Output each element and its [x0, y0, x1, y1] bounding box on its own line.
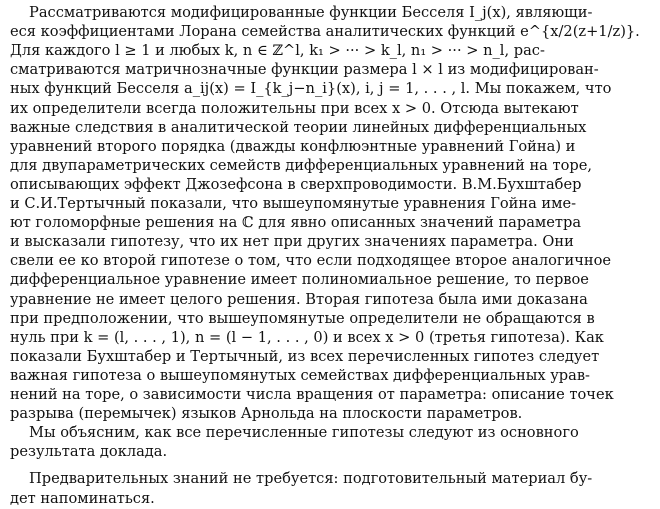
text-line: для двупараметрических семейств дифференциальных уравнений на торе, [10, 156, 593, 174]
text-line: разрыва (перемычек) языков Арнольда на плоскости параметров. [10, 405, 523, 423]
text-line: ют голоморфные решения на ℂ для явно описанных значений параметра [10, 214, 582, 232]
text-line: показали Бухштабер и Тертычный, из всех перечисленных гипотез следует [10, 347, 600, 365]
text-line: Для каждого l ≥ 1 и любых k, n ∈ ℤ^l, k₁ > ··· > k_l, n₁ > ··· > n_l, рас- [10, 42, 545, 60]
text-line: дифференциальное уравнение имеет полиномиальное решение, то первое [10, 271, 589, 289]
text-line: описывающих эффект Джозефсона в сверхпроводимости. В.М.Бухштабер [10, 175, 582, 193]
text-line: важная гипотеза о вышеупомянутых семействах дифференциальных урав- [10, 366, 590, 384]
text-line: уравнение не имеет целого решения. Вторая гипотеза была ими доказана [10, 290, 588, 308]
text-line: сматриваются матричнозначные функции размера l × l из модифицирован- [10, 61, 599, 79]
text-line: ных функций Бесселя a_ij(x) = I_{k_j−n_i}(x), i, j = 1, . . . , l. Мы покажем, что [10, 80, 612, 98]
text-line: их определители всегда положительны при всех x > 0. Отсюда вытекают [10, 99, 579, 117]
text-line: важные следствия в аналитической теории линейных дифференциальных [10, 118, 587, 136]
text-line: дет напоминаться. [10, 489, 155, 507]
text-line: нуль при k = (l, . . . , 1), n = (l − 1, . . . , 0) и всех x > 0 (третья гипотеза). Как [10, 328, 604, 346]
text-line: и С.И.Тертычный показали, что вышеупомянутые уравнения Гойна име- [10, 195, 577, 212]
text-line: Предварительных знаний не требуется: подготовительный материал бу- [29, 470, 593, 488]
text-line: Рассматриваются модифицированные функции Бесселя I_j(x), являющи- [29, 4, 593, 21]
text-line: свели ее ко второй гипотезе о том, что если подходящее второе аналогичное [10, 252, 612, 270]
text-line: при предположении, что вышеупомянутые определители не обращаются в [10, 309, 595, 327]
text-line: нений на торе, о зависимости числа вращения от параметра: описание точек [10, 386, 614, 403]
text-line: уравнений второго порядка (дважды конфлюэнтные уравнений Гойна) и [10, 137, 576, 155]
text-line: и высказали гипотезу, что их нет при других значениях параметра. Они [10, 233, 574, 251]
text-line: еся коэффициентами Лорана семейства аналитических функций e^{x/2(z+1/z)}. [10, 23, 640, 41]
text-line: результата доклада. [10, 443, 168, 461]
text-line: Мы объясним, как все перечисленные гипотезы следуют из основного [29, 424, 579, 442]
